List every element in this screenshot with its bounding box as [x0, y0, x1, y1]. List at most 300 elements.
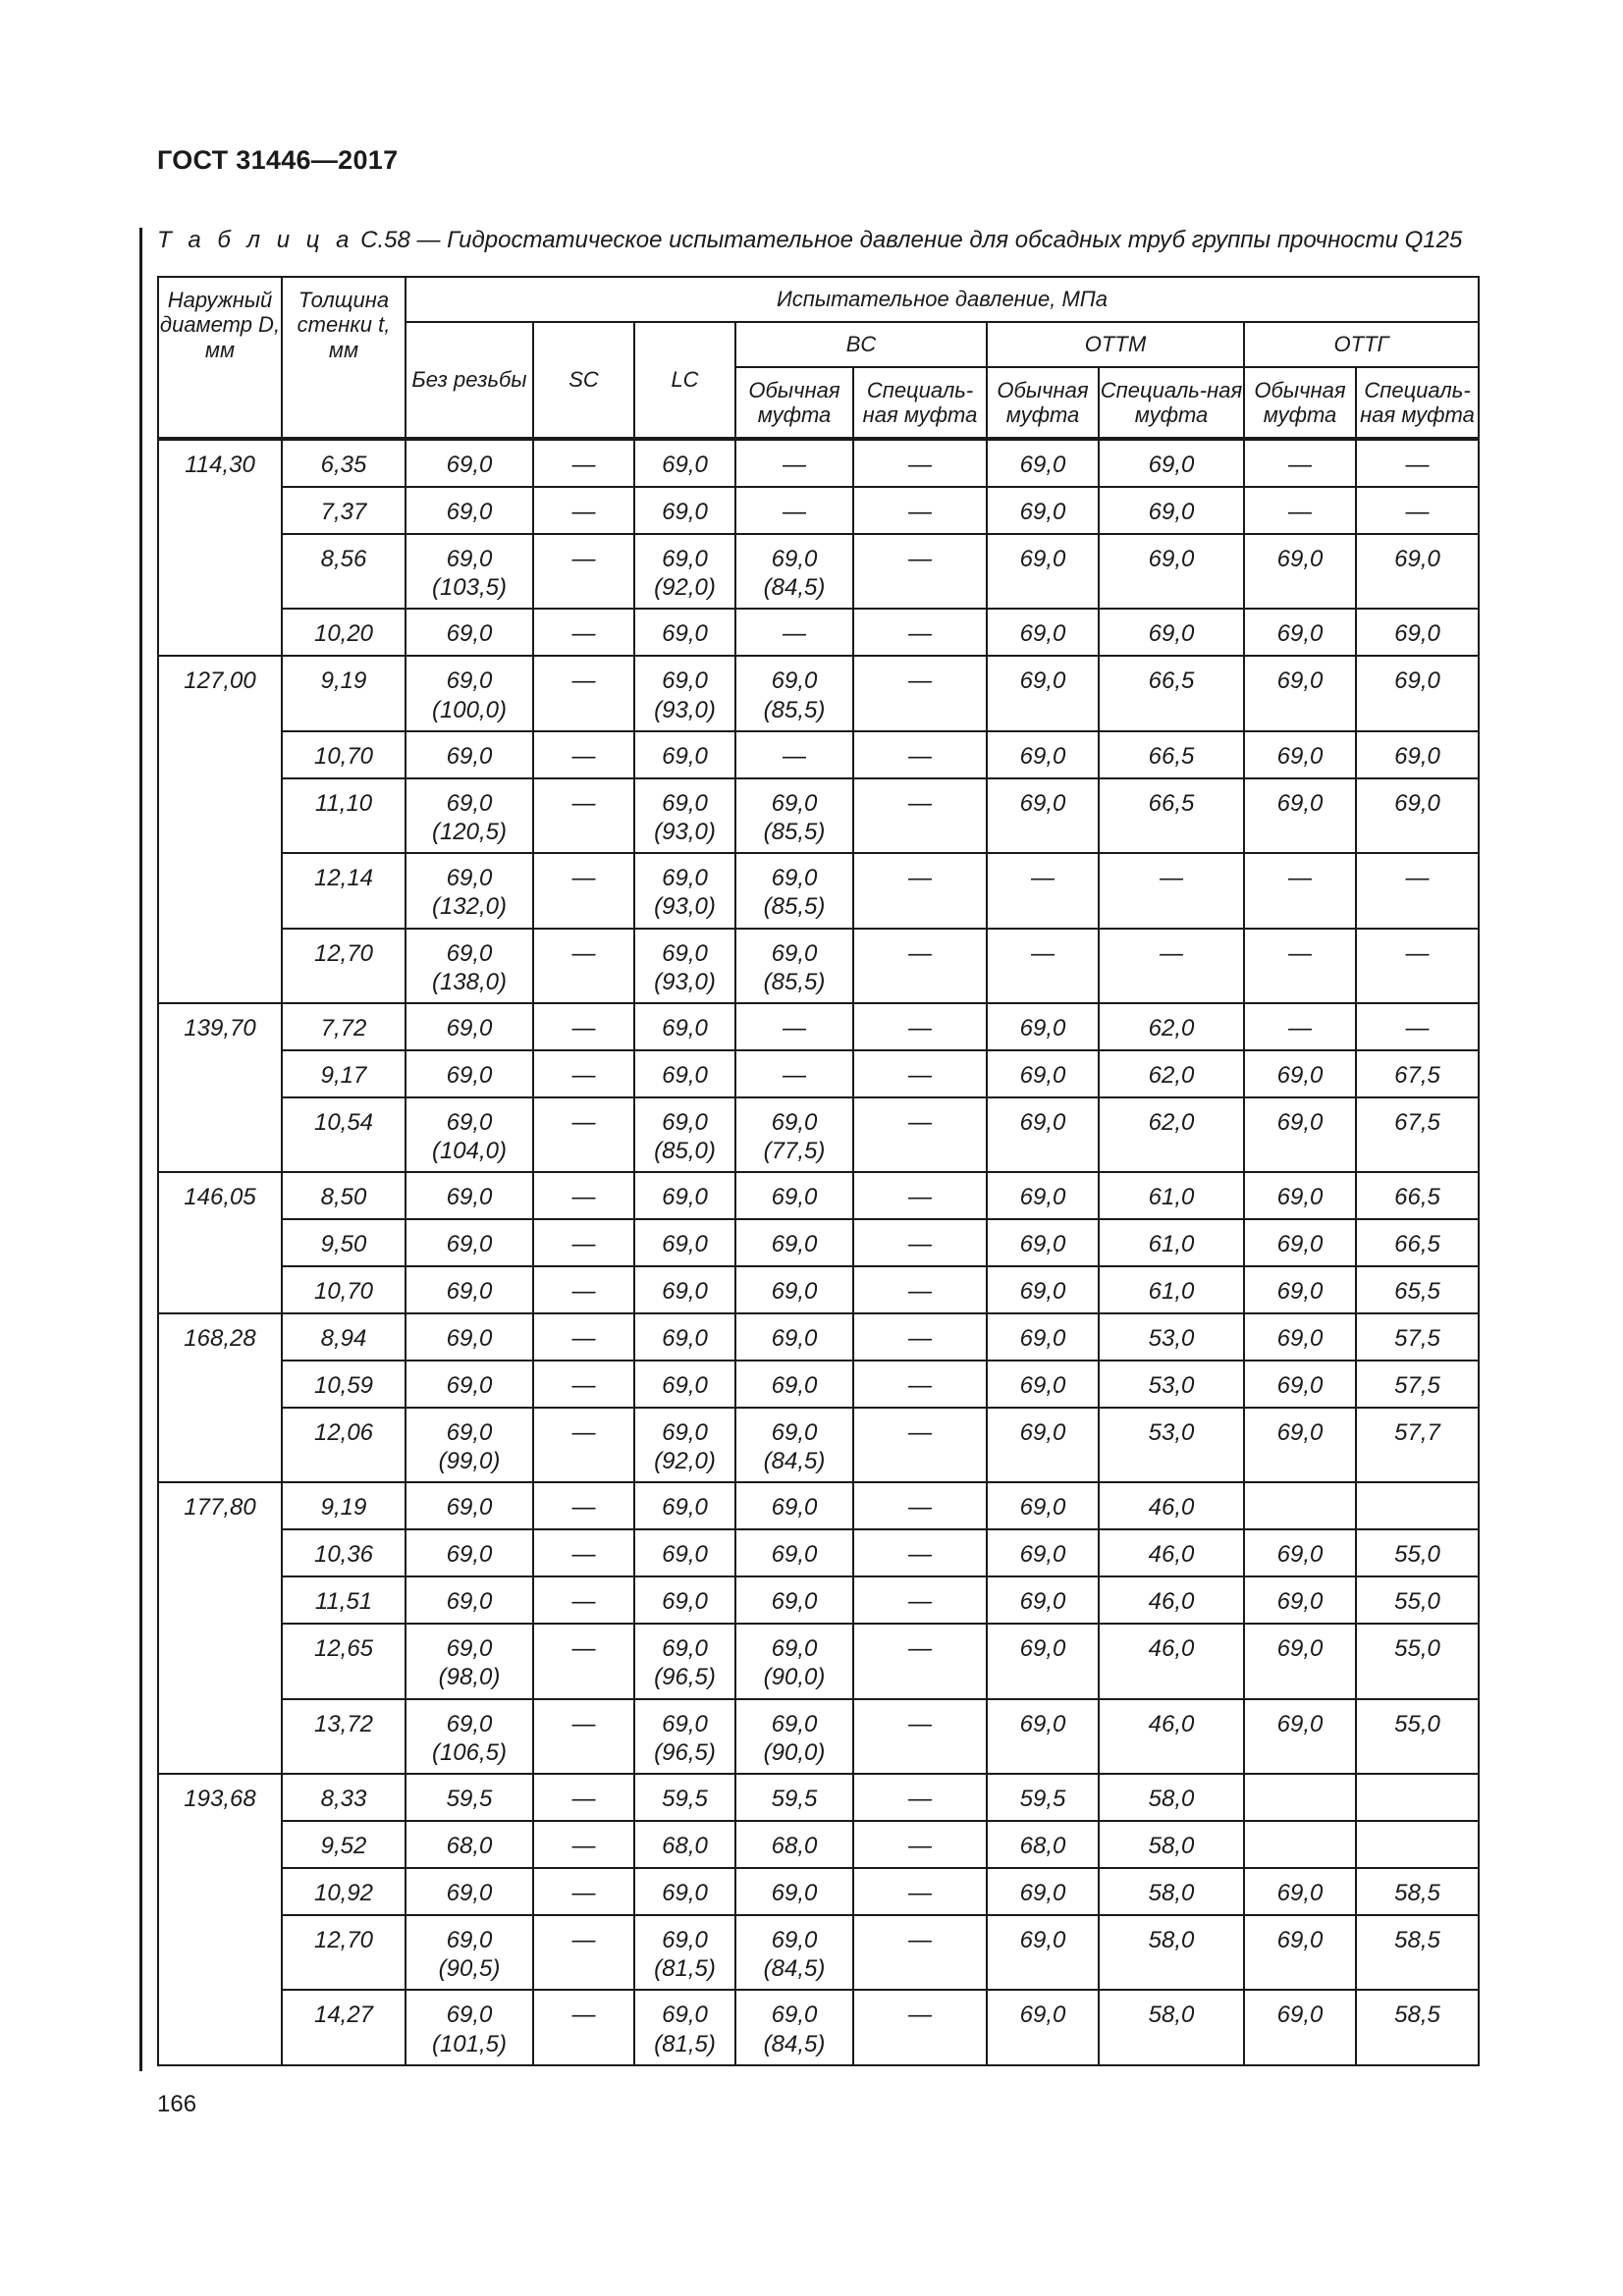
cell-bc-regular: —: [735, 439, 853, 487]
cell-ottm-regular: 69,0: [987, 1097, 1099, 1172]
cell-lc: 69,0: [634, 1313, 735, 1361]
cell-bc-regular: 69,0 (85,5): [735, 929, 853, 1003]
cell-no-thread: 59,5: [406, 1774, 533, 1821]
cell-wall-thickness: 10,54: [282, 1097, 406, 1172]
header-lc: LC: [634, 322, 735, 439]
cell-ottm-regular: 69,0: [987, 1003, 1099, 1050]
cell-lc: 69,0: [634, 1266, 735, 1313]
cell-ottm-special: 53,0: [1099, 1313, 1244, 1361]
cell-ottg-special: 67,5: [1356, 1097, 1479, 1172]
cell-wall-thickness: 8,56: [282, 534, 406, 609]
cell-lc: 69,0 (96,5): [634, 1624, 735, 1698]
cell-lc: 69,0 (93,0): [634, 778, 735, 853]
table-row: [158, 1097, 1479, 1172]
caption-text: С.58 — Гидростатическое испытательное давление для обсадных труб группы прочности Q125: [353, 227, 1463, 253]
cell-ottg-regular: 69,0: [1244, 609, 1356, 656]
cell-sc: —: [533, 487, 634, 534]
cell-wall-thickness: 7,37: [282, 487, 406, 534]
cell-wall-thickness: 9,50: [282, 1219, 406, 1266]
cell-lc: 69,0 (85,0): [634, 1097, 735, 1172]
cell-no-thread: 69,0 (98,0): [406, 1624, 533, 1698]
cell-ottm-special: 66,5: [1099, 778, 1244, 853]
cell-bc-special: —: [853, 609, 987, 656]
header-ottg-special-coupling: Специаль-ная муфта: [1356, 367, 1479, 439]
cell-bc-special: —: [853, 534, 987, 609]
table-row: [158, 1821, 1479, 1868]
cell-sc: —: [533, 1529, 634, 1576]
cell-ottm-regular: 69,0: [987, 1868, 1099, 1915]
cell-ottg-regular: —: [1244, 1003, 1356, 1050]
table-row: [158, 1482, 1479, 1529]
cell-wall-thickness: 6,35: [282, 439, 406, 487]
header-wall-thickness: Толщина стенки t, мм: [282, 277, 406, 439]
cell-bc-regular: 59,5: [735, 1774, 853, 1821]
cell-sc: —: [533, 1003, 634, 1050]
table-row: [158, 1408, 1479, 1482]
cell-ottm-regular: 68,0: [987, 1821, 1099, 1868]
cell-wall-thickness: 9,19: [282, 1482, 406, 1529]
cell-no-thread: 69,0 (90,5): [406, 1915, 533, 1990]
cell-no-thread: 69,0 (103,5): [406, 534, 533, 609]
cell-bc-special: —: [853, 1576, 987, 1624]
cell-bc-regular: 69,0: [735, 1361, 853, 1408]
cell-outer-diameter: 139,70: [158, 1003, 282, 1172]
cell-ottm-special: 58,0: [1099, 1990, 1244, 2065]
cell-ottm-special: 46,0: [1099, 1482, 1244, 1529]
cell-no-thread: 69,0: [406, 1482, 533, 1529]
cell-ottg-special: —: [1356, 1003, 1479, 1050]
cell-bc-special: —: [853, 1699, 987, 1774]
cell-bc-special: —: [853, 439, 987, 487]
cell-ottm-regular: 69,0: [987, 1990, 1099, 2065]
cell-sc: —: [533, 1266, 634, 1313]
cell-wall-thickness: 12,70: [282, 1915, 406, 1990]
cell-wall-thickness: 10,70: [282, 731, 406, 778]
cell-ottg-special: —: [1356, 929, 1479, 1003]
cell-ottg-regular: —: [1244, 487, 1356, 534]
cell-ottm-regular: 69,0: [987, 487, 1099, 534]
cell-sc: —: [533, 778, 634, 853]
cell-no-thread: 69,0: [406, 1219, 533, 1266]
cell-ottg-regular: —: [1244, 853, 1356, 928]
cell-ottm-regular: 69,0: [987, 1576, 1099, 1624]
cell-lc: 69,0: [634, 1868, 735, 1915]
cell-ottg-special: 55,0: [1356, 1624, 1479, 1698]
table-row: [158, 1624, 1479, 1698]
cell-sc: —: [533, 1774, 634, 1821]
cell-sc: —: [533, 1172, 634, 1219]
cell-ottm-special: 46,0: [1099, 1699, 1244, 1774]
cell-ottm-special: 58,0: [1099, 1774, 1244, 1821]
table-row: [158, 1868, 1479, 1915]
cell-wall-thickness: 7,72: [282, 1003, 406, 1050]
cell-wall-thickness: 10,70: [282, 1266, 406, 1313]
cell-bc-special: —: [853, 929, 987, 1003]
cell-bc-special: —: [853, 853, 987, 928]
cell-ottm-regular: 69,0: [987, 439, 1099, 487]
cell-ottm-special: 66,5: [1099, 656, 1244, 730]
cell-outer-diameter: 114,30: [158, 439, 282, 656]
cell-ottm-regular: —: [987, 929, 1099, 1003]
cell-ottm-regular: 69,0: [987, 1219, 1099, 1266]
cell-no-thread: 69,0: [406, 1529, 533, 1576]
header-outer-diameter: Наружный диаметр D, мм: [158, 277, 282, 439]
table-row: [158, 1915, 1479, 1990]
header-no-thread: Без резьбы: [406, 322, 533, 439]
cell-lc: 69,0 (93,0): [634, 656, 735, 730]
cell-ottm-regular: 69,0: [987, 1172, 1099, 1219]
cell-wall-thickness: 8,33: [282, 1774, 406, 1821]
cell-wall-thickness: 10,20: [282, 609, 406, 656]
table-row: [158, 1003, 1479, 1050]
cell-no-thread: 69,0: [406, 1868, 533, 1915]
table-row: [158, 1529, 1479, 1576]
table-row: [158, 1050, 1479, 1097]
document-title: ГОСТ 31446—2017: [157, 145, 399, 175]
cell-no-thread: 69,0: [406, 1266, 533, 1313]
cell-bc-special: —: [853, 1915, 987, 1990]
cell-wall-thickness: 10,59: [282, 1361, 406, 1408]
cell-ottg-regular: 69,0: [1244, 778, 1356, 853]
cell-bc-regular: 69,0: [735, 1266, 853, 1313]
table-row: [158, 1576, 1479, 1624]
cell-lc: 69,0 (93,0): [634, 929, 735, 1003]
cell-no-thread: 69,0 (132,0): [406, 853, 533, 928]
cell-ottm-special: 46,0: [1099, 1624, 1244, 1698]
cell-sc: —: [533, 1219, 634, 1266]
cell-ottm-regular: 69,0: [987, 609, 1099, 656]
cell-ottm-special: —: [1099, 929, 1244, 1003]
table-row: [158, 1990, 1479, 2065]
cell-lc: 68,0: [634, 1821, 735, 1868]
table-row: [158, 1361, 1479, 1408]
cell-no-thread: 69,0: [406, 1361, 533, 1408]
cell-ottg-special: 57,5: [1356, 1313, 1479, 1361]
header-ottm-regular-coupling: Обычная муфта: [987, 367, 1099, 439]
header-bc-regular-coupling: Обычная муфта: [735, 367, 853, 439]
cell-ottg-special: —: [1356, 439, 1479, 487]
cell-ottm-special: 62,0: [1099, 1003, 1244, 1050]
cell-wall-thickness: 8,94: [282, 1313, 406, 1361]
cell-ottm-regular: 69,0: [987, 1529, 1099, 1576]
cell-lc: 69,0 (81,5): [634, 1915, 735, 1990]
cell-wall-thickness: 9,19: [282, 656, 406, 730]
cell-lc: 69,0: [634, 1050, 735, 1097]
table-caption: [157, 227, 1478, 254]
cell-bc-regular: 69,0: [735, 1172, 853, 1219]
cell-wall-thickness: 10,92: [282, 1868, 406, 1915]
cell-ottm-regular: 69,0: [987, 1408, 1099, 1482]
cell-bc-special: —: [853, 1050, 987, 1097]
cell-bc-special: —: [853, 1482, 987, 1529]
cell-lc: 69,0: [634, 1219, 735, 1266]
cell-ottg-regular: 69,0: [1244, 1699, 1356, 1774]
cell-bc-regular: 68,0: [735, 1821, 853, 1868]
cell-ottg-special: 69,0: [1356, 778, 1479, 853]
cell-no-thread: 69,0: [406, 1050, 533, 1097]
table-row: [158, 534, 1479, 609]
cell-ottm-special: —: [1099, 853, 1244, 928]
cell-ottg-special: 66,5: [1356, 1172, 1479, 1219]
cell-no-thread: 69,0: [406, 1313, 533, 1361]
cell-ottm-regular: 69,0: [987, 1050, 1099, 1097]
cell-ottg-regular: [1244, 1774, 1356, 1821]
table-row: [158, 656, 1479, 730]
cell-ottm-regular: 59,5: [987, 1774, 1099, 1821]
cell-ottg-special: 69,0: [1356, 656, 1479, 730]
cell-wall-thickness: 11,10: [282, 778, 406, 853]
cell-lc: 69,0: [634, 1172, 735, 1219]
cell-wall-thickness: 8,50: [282, 1172, 406, 1219]
cell-lc: 69,0 (96,5): [634, 1699, 735, 1774]
cell-bc-special: —: [853, 1821, 987, 1868]
cell-bc-regular: 69,0: [735, 1868, 853, 1915]
cell-no-thread: 69,0: [406, 487, 533, 534]
cell-bc-special: —: [853, 1408, 987, 1482]
cell-ottm-special: 69,0: [1099, 439, 1244, 487]
cell-outer-diameter: 146,05: [158, 1172, 282, 1313]
cell-wall-thickness: 11,51: [282, 1576, 406, 1624]
cell-ottg-special: 57,7: [1356, 1408, 1479, 1482]
table-row: [158, 1219, 1479, 1266]
cell-ottm-special: 69,0: [1099, 534, 1244, 609]
caption-label: Т а б л и ц а: [157, 227, 354, 253]
cell-ottg-special: 69,0: [1356, 534, 1479, 609]
cell-ottm-special: 61,0: [1099, 1266, 1244, 1313]
cell-wall-thickness: 12,06: [282, 1408, 406, 1482]
header-sc: SC: [533, 322, 634, 439]
header-test-pressure: Испытательное давление, МПа: [406, 277, 1479, 322]
cell-ottg-regular: [1244, 1821, 1356, 1868]
cell-no-thread: 69,0: [406, 609, 533, 656]
cell-ottm-regular: 69,0: [987, 1361, 1099, 1408]
cell-bc-regular: 69,0 (84,5): [735, 534, 853, 609]
table-body: [158, 439, 1479, 2065]
cell-lc: 69,0: [634, 439, 735, 487]
cell-ottm-regular: 69,0: [987, 1699, 1099, 1774]
cell-bc-regular: 69,0 (85,5): [735, 853, 853, 928]
cell-ottg-regular: 69,0: [1244, 1624, 1356, 1698]
table-row: [158, 731, 1479, 778]
cell-bc-special: —: [853, 1097, 987, 1172]
cell-ottm-special: 46,0: [1099, 1576, 1244, 1624]
cell-bc-special: —: [853, 1313, 987, 1361]
cell-sc: —: [533, 731, 634, 778]
cell-wall-thickness: 14,27: [282, 1990, 406, 2065]
cell-wall-thickness: 12,70: [282, 929, 406, 1003]
cell-bc-special: —: [853, 1774, 987, 1821]
table-row: [158, 487, 1479, 534]
cell-sc: —: [533, 1313, 634, 1361]
cell-ottm-regular: 69,0: [987, 656, 1099, 730]
cell-ottm-special: 58,0: [1099, 1821, 1244, 1868]
cell-bc-regular: 69,0: [735, 1219, 853, 1266]
cell-ottm-special: 61,0: [1099, 1219, 1244, 1266]
cell-bc-special: —: [853, 1529, 987, 1576]
cell-wall-thickness: 12,14: [282, 853, 406, 928]
cell-no-thread: 69,0 (101,5): [406, 1990, 533, 2065]
pressure-table: [157, 276, 1480, 2066]
cell-ottg-regular: 69,0: [1244, 1050, 1356, 1097]
cell-no-thread: 69,0 (100,0): [406, 656, 533, 730]
cell-ottm-special: 53,0: [1099, 1408, 1244, 1482]
cell-sc: —: [533, 1699, 634, 1774]
cell-ottm-special: 53,0: [1099, 1361, 1244, 1408]
cell-no-thread: 69,0 (138,0): [406, 929, 533, 1003]
cell-ottg-regular: —: [1244, 439, 1356, 487]
cell-ottm-regular: 69,0: [987, 1266, 1099, 1313]
cell-ottg-regular: 69,0: [1244, 1313, 1356, 1361]
cell-ottm-regular: 69,0: [987, 1915, 1099, 1990]
page-number: 166: [157, 2091, 197, 2117]
cell-bc-regular: 69,0 (77,5): [735, 1097, 853, 1172]
cell-ottm-regular: —: [987, 853, 1099, 928]
cell-ottg-special: [1356, 1482, 1479, 1529]
margin-rule: [139, 228, 142, 2071]
cell-ottg-special: —: [1356, 487, 1479, 534]
cell-sc: —: [533, 1050, 634, 1097]
cell-ottm-regular: 69,0: [987, 778, 1099, 853]
cell-lc: 69,0: [634, 609, 735, 656]
header-bc-special-coupling: Специаль-ная муфта: [853, 367, 987, 439]
cell-outer-diameter: 193,68: [158, 1774, 282, 2065]
cell-ottg-special: 67,5: [1356, 1050, 1479, 1097]
cell-bc-special: —: [853, 1003, 987, 1050]
cell-bc-special: —: [853, 1624, 987, 1698]
cell-lc: 69,0: [634, 731, 735, 778]
cell-bc-regular: —: [735, 1003, 853, 1050]
cell-no-thread: 69,0: [406, 1576, 533, 1624]
cell-sc: —: [533, 656, 634, 730]
cell-ottg-regular: 69,0: [1244, 1408, 1356, 1482]
cell-no-thread: 69,0 (106,5): [406, 1699, 533, 1774]
cell-sc: —: [533, 1624, 634, 1698]
cell-bc-special: —: [853, 731, 987, 778]
cell-sc: —: [533, 1821, 634, 1868]
cell-bc-regular: 69,0 (90,0): [735, 1624, 853, 1698]
cell-ottg-regular: [1244, 1482, 1356, 1529]
cell-ottm-special: 58,0: [1099, 1915, 1244, 1990]
cell-bc-regular: —: [735, 1050, 853, 1097]
cell-bc-regular: 69,0: [735, 1529, 853, 1576]
cell-wall-thickness: 10,36: [282, 1529, 406, 1576]
cell-outer-diameter: 168,28: [158, 1313, 282, 1482]
cell-ottm-special: 62,0: [1099, 1097, 1244, 1172]
cell-ottg-special: 65,5: [1356, 1266, 1479, 1313]
cell-bc-special: —: [853, 1266, 987, 1313]
cell-no-thread: 69,0: [406, 439, 533, 487]
cell-no-thread: 69,0 (99,0): [406, 1408, 533, 1482]
cell-sc: —: [533, 1361, 634, 1408]
cell-bc-regular: 69,0 (85,5): [735, 778, 853, 853]
cell-ottm-special: 66,5: [1099, 731, 1244, 778]
cell-sc: —: [533, 1915, 634, 1990]
header-ottg: ОТТГ: [1244, 322, 1479, 367]
cell-ottm-special: 46,0: [1099, 1529, 1244, 1576]
cell-bc-special: —: [853, 487, 987, 534]
cell-ottm-special: 61,0: [1099, 1172, 1244, 1219]
cell-ottg-special: 55,0: [1356, 1576, 1479, 1624]
table-row: [158, 439, 1479, 487]
cell-ottg-special: —: [1356, 853, 1479, 928]
cell-no-thread: 69,0 (104,0): [406, 1097, 533, 1172]
cell-lc: 69,0: [634, 1576, 735, 1624]
header-ottm: ОТТМ: [987, 322, 1244, 367]
cell-ottg-regular: 69,0: [1244, 1576, 1356, 1624]
cell-ottm-regular: 69,0: [987, 1313, 1099, 1361]
cell-ottg-special: 58,5: [1356, 1868, 1479, 1915]
cell-outer-diameter: 177,80: [158, 1482, 282, 1774]
cell-sc: —: [533, 1482, 634, 1529]
cell-bc-special: —: [853, 1219, 987, 1266]
table-row: [158, 778, 1479, 853]
cell-ottg-regular: 69,0: [1244, 656, 1356, 730]
header-ottm-special-coupling: Специаль-ная муфта: [1099, 367, 1244, 439]
cell-lc: 69,0 (93,0): [634, 853, 735, 928]
table-row: [158, 1774, 1479, 1821]
cell-lc: 69,0: [634, 1361, 735, 1408]
cell-bc-regular: —: [735, 487, 853, 534]
cell-ottg-regular: 69,0: [1244, 731, 1356, 778]
cell-ottg-special: 58,5: [1356, 1915, 1479, 1990]
cell-ottg-regular: 69,0: [1244, 1915, 1356, 1990]
cell-bc-regular: 69,0 (90,0): [735, 1699, 853, 1774]
cell-ottm-special: 58,0: [1099, 1868, 1244, 1915]
cell-wall-thickness: 13,72: [282, 1699, 406, 1774]
table-row: [158, 1266, 1479, 1313]
cell-bc-special: —: [853, 1361, 987, 1408]
cell-outer-diameter: 127,00: [158, 656, 282, 1003]
cell-ottg-regular: 69,0: [1244, 534, 1356, 609]
cell-lc: 69,0: [634, 487, 735, 534]
cell-wall-thickness: 9,17: [282, 1050, 406, 1097]
cell-ottg-regular: 69,0: [1244, 1990, 1356, 2065]
cell-ottg-special: 57,5: [1356, 1361, 1479, 1408]
cell-lc: 69,0 (81,5): [634, 1990, 735, 2065]
cell-bc-special: —: [853, 1990, 987, 2065]
cell-bc-regular: 69,0 (84,5): [735, 1408, 853, 1482]
cell-ottg-special: [1356, 1821, 1479, 1868]
cell-wall-thickness: 12,65: [282, 1624, 406, 1698]
cell-ottg-regular: 69,0: [1244, 1361, 1356, 1408]
cell-ottg-special: 55,0: [1356, 1699, 1479, 1774]
cell-no-thread: 68,0: [406, 1821, 533, 1868]
cell-ottg-regular: 69,0: [1244, 1219, 1356, 1266]
table-row: [158, 853, 1479, 928]
cell-lc: 69,0: [634, 1482, 735, 1529]
cell-ottg-special: [1356, 1774, 1479, 1821]
cell-bc-regular: 69,0: [735, 1313, 853, 1361]
cell-sc: —: [533, 1097, 634, 1172]
cell-sc: —: [533, 1990, 634, 2065]
cell-ottm-special: 62,0: [1099, 1050, 1244, 1097]
cell-ottm-regular: 69,0: [987, 1624, 1099, 1698]
cell-bc-special: —: [853, 656, 987, 730]
cell-wall-thickness: 9,52: [282, 1821, 406, 1868]
cell-ottm-special: 69,0: [1099, 487, 1244, 534]
table-row: [158, 1172, 1479, 1219]
cell-bc-regular: —: [735, 609, 853, 656]
cell-bc-regular: —: [735, 731, 853, 778]
cell-ottg-special: 58,5: [1356, 1990, 1479, 2065]
cell-ottg-regular: 69,0: [1244, 1097, 1356, 1172]
cell-lc: 69,0 (92,0): [634, 534, 735, 609]
cell-no-thread: 69,0: [406, 731, 533, 778]
cell-ottg-regular: 69,0: [1244, 1529, 1356, 1576]
cell-lc: 69,0 (92,0): [634, 1408, 735, 1482]
cell-sc: —: [533, 1868, 634, 1915]
cell-ottm-regular: 69,0: [987, 534, 1099, 609]
